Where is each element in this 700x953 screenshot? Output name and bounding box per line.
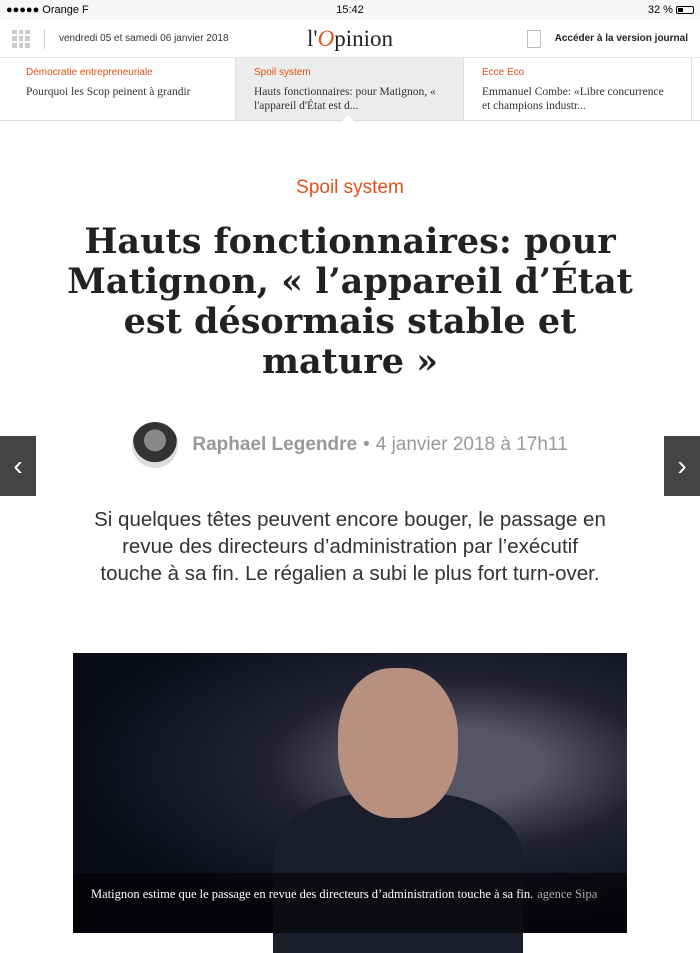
edition-date: vendredi 05 et samedi 06 janvier 2018 [59, 33, 229, 44]
related-article-active[interactable]: Spoil system Hauts fonctionnaires: pour Matignon, « l'appareil d'État est d... [236, 58, 464, 120]
battery: 32 % [648, 4, 694, 16]
previous-article-button[interactable] [0, 436, 36, 496]
status-bar [0, 0, 700, 20]
logo[interactable]: l'Opinion [307, 25, 393, 51]
photo-credit: agence Sipa [537, 887, 598, 901]
site-header [0, 20, 700, 58]
publish-date: 4 janvier 2018 à 17h11 [375, 434, 568, 455]
photo-caption: Matignon estime que le passage en revue des directeurs d’administration touche à sa fin. agence Sipa [73, 873, 627, 933]
clock: 15:42 [336, 4, 364, 16]
article-title: Hauts fonctionnaires: pour Matignon, « l’appareil d’État est désormais stable et mature » [67, 221, 633, 382]
carrier: ●●●●● Orange F [6, 4, 89, 16]
byline: Raphael Legendre • 4 janvier 2018 à 17h11 [0, 422, 700, 468]
related-article[interactable]: Ecce Eco Emmanuel Combe: «Libre concurrence et champions industr... [464, 58, 692, 120]
related-articles [0, 58, 700, 121]
menu-grid-icon[interactable] [12, 30, 30, 48]
article-kicker[interactable]: Spoil system [296, 177, 404, 198]
journal-version-link[interactable]: Accéder à la version journal [527, 30, 688, 48]
chevron-right-icon: › [677, 450, 687, 481]
next-article-button[interactable] [664, 436, 700, 496]
article-photo [73, 653, 627, 933]
author-avatar [132, 422, 178, 468]
author-name[interactable]: Raphael Legendre [192, 434, 358, 455]
related-article[interactable]: Démocratie entrepreneuriale Pourquoi les Scop peinent à grandir [8, 58, 236, 120]
battery-icon [676, 6, 694, 14]
divider [44, 29, 45, 49]
chevron-left-icon: ‹ [13, 450, 23, 481]
article-lede: Si quelques têtes peuvent encore bouger, le passage en revue des directeurs d’administration par l’exécutif touche à sa fin. Le régalien a subi le plus fort turn-over. [94, 508, 606, 585]
document-icon [527, 30, 541, 48]
